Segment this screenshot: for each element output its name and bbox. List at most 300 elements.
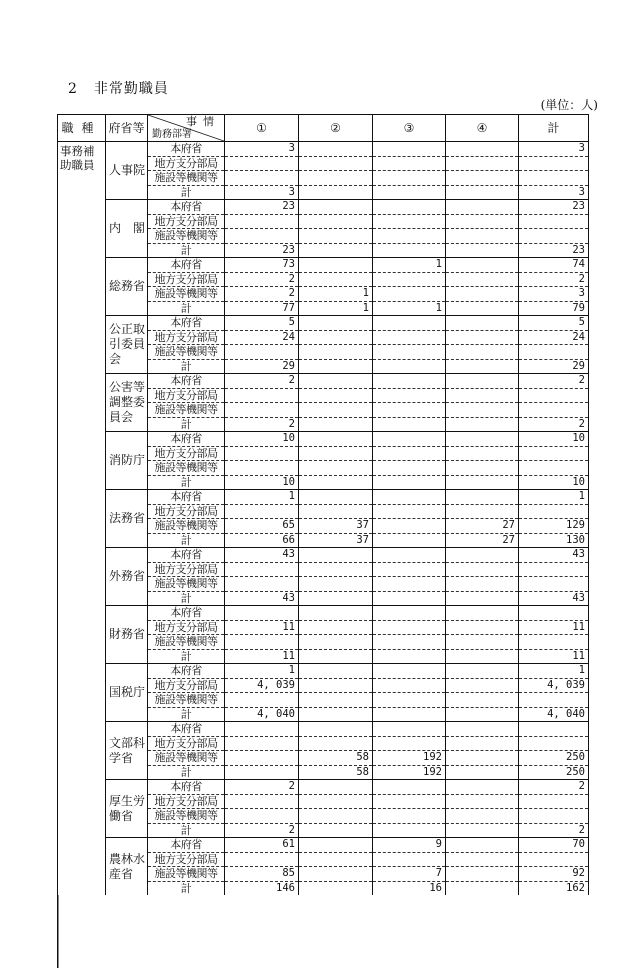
- value-cell: [373, 374, 446, 389]
- value-cell: [225, 388, 299, 403]
- header-col-3: ③: [373, 115, 446, 142]
- value-cell: [373, 272, 446, 287]
- department-label: 本府省: [148, 200, 225, 215]
- department-label: 本府省: [148, 490, 225, 505]
- ministry-name: 総務省: [106, 258, 148, 316]
- value-cell: [446, 678, 519, 693]
- value-cell: [446, 867, 519, 882]
- department-label: 地方支分部局: [148, 794, 225, 809]
- value-cell: [446, 780, 519, 795]
- value-cell: [446, 200, 519, 215]
- value-cell: [225, 606, 299, 621]
- department-label: 施設等機関等: [148, 229, 225, 244]
- value-cell: 27: [446, 519, 519, 534]
- value-cell: [225, 852, 299, 867]
- value-cell: [373, 533, 446, 548]
- staff-table: [57, 114, 589, 895]
- department-label: 計: [148, 359, 225, 374]
- department-label: 地方支分部局: [148, 156, 225, 171]
- value-cell: [446, 504, 519, 519]
- value-cell: [373, 461, 446, 476]
- value-cell: [373, 243, 446, 258]
- value-cell: [373, 591, 446, 606]
- ministry-name: 法務省: [106, 490, 148, 548]
- value-cell: [299, 345, 373, 360]
- total-cell: 162: [519, 881, 589, 895]
- department-label: 地方支分部局: [148, 736, 225, 751]
- department-label: 地方支分部局: [148, 214, 225, 229]
- value-cell: [446, 693, 519, 708]
- value-cell: [446, 374, 519, 389]
- table-row: [58, 490, 589, 505]
- value-cell: [446, 490, 519, 505]
- header-col-2: ②: [299, 115, 373, 142]
- value-cell: [299, 504, 373, 519]
- total-cell: [519, 722, 589, 737]
- total-cell: [519, 693, 589, 708]
- value-cell: [225, 403, 299, 418]
- department-label: 地方支分部局: [148, 562, 225, 577]
- value-cell: 5: [225, 316, 299, 331]
- value-cell: [446, 330, 519, 345]
- total-cell: [519, 388, 589, 403]
- total-cell: [519, 229, 589, 244]
- department-label: 本府省: [148, 432, 225, 447]
- value-cell: [225, 461, 299, 476]
- value-cell: 77: [225, 301, 299, 316]
- value-cell: [373, 142, 446, 157]
- value-cell: 37: [299, 533, 373, 548]
- ministry-name: 人事院: [106, 142, 148, 200]
- total-cell: [519, 736, 589, 751]
- department-label: 本府省: [148, 664, 225, 679]
- value-cell: [446, 736, 519, 751]
- value-cell: 10: [225, 432, 299, 447]
- department-label: 計: [148, 185, 225, 200]
- value-cell: [373, 707, 446, 722]
- total-cell: [519, 461, 589, 476]
- total-cell: 4, 040: [519, 707, 589, 722]
- value-cell: 23: [225, 243, 299, 258]
- value-cell: [446, 591, 519, 606]
- ministry-name: 内 閣: [106, 200, 148, 258]
- value-cell: [373, 171, 446, 186]
- value-cell: [225, 577, 299, 592]
- department-label: 本府省: [148, 780, 225, 795]
- value-cell: [446, 620, 519, 635]
- value-cell: [225, 345, 299, 360]
- value-cell: 4, 040: [225, 707, 299, 722]
- header-col-4: ④: [446, 115, 519, 142]
- value-cell: 66: [225, 533, 299, 548]
- value-cell: [446, 722, 519, 737]
- value-cell: [446, 359, 519, 374]
- value-cell: [446, 272, 519, 287]
- department-label: 地方支分部局: [148, 272, 225, 287]
- total-cell: [519, 852, 589, 867]
- department-label: 本府省: [148, 722, 225, 737]
- value-cell: 2: [225, 417, 299, 432]
- department-label: 本府省: [148, 374, 225, 389]
- total-cell: 11: [519, 620, 589, 635]
- ministry-name: 国税庁: [106, 664, 148, 722]
- value-cell: [446, 185, 519, 200]
- value-cell: [299, 446, 373, 461]
- value-cell: [373, 185, 446, 200]
- total-cell: [519, 446, 589, 461]
- department-label: 計: [148, 823, 225, 838]
- value-cell: [299, 823, 373, 838]
- department-label: 本府省: [148, 838, 225, 853]
- value-cell: 1: [225, 664, 299, 679]
- department-label: 本府省: [148, 142, 225, 157]
- department-label: 計: [148, 475, 225, 490]
- value-cell: [299, 852, 373, 867]
- total-cell: 24: [519, 330, 589, 345]
- ministry-name: 財務省: [106, 606, 148, 664]
- table-row: [58, 200, 589, 215]
- value-cell: 1: [373, 301, 446, 316]
- value-cell: [299, 649, 373, 664]
- value-cell: [446, 417, 519, 432]
- value-cell: [373, 693, 446, 708]
- value-cell: 85: [225, 867, 299, 882]
- total-cell: [519, 156, 589, 171]
- value-cell: 27: [446, 533, 519, 548]
- total-cell: 74: [519, 258, 589, 273]
- total-cell: 10: [519, 432, 589, 447]
- value-cell: [225, 446, 299, 461]
- total-cell: 92: [519, 867, 589, 882]
- header-kinmu-busho: 勤務部署: [152, 129, 192, 140]
- value-cell: [225, 693, 299, 708]
- value-cell: [373, 229, 446, 244]
- table-row: [58, 606, 589, 621]
- total-cell: 29: [519, 359, 589, 374]
- value-cell: 43: [225, 591, 299, 606]
- value-cell: 2: [225, 823, 299, 838]
- ministry-name: 外務省: [106, 548, 148, 606]
- total-cell: 4, 039: [519, 678, 589, 693]
- value-cell: [373, 156, 446, 171]
- value-cell: [225, 214, 299, 229]
- total-cell: 3: [519, 185, 589, 200]
- value-cell: [373, 548, 446, 563]
- value-cell: [225, 504, 299, 519]
- unit-label: (単位：人): [540, 98, 598, 112]
- value-cell: [225, 736, 299, 751]
- value-cell: [373, 446, 446, 461]
- value-cell: [299, 171, 373, 186]
- value-cell: [446, 229, 519, 244]
- value-cell: [446, 577, 519, 592]
- value-cell: [373, 475, 446, 490]
- department-label: 計: [148, 533, 225, 548]
- value-cell: [299, 461, 373, 476]
- total-cell: [519, 635, 589, 650]
- department-label: 地方支分部局: [148, 852, 225, 867]
- value-cell: [225, 765, 299, 780]
- department-label: 計: [148, 301, 225, 316]
- value-cell: [299, 156, 373, 171]
- value-cell: [299, 142, 373, 157]
- ministry-name: 消防庁: [106, 432, 148, 490]
- value-cell: [299, 635, 373, 650]
- total-cell: 43: [519, 548, 589, 563]
- total-cell: [519, 562, 589, 577]
- ministry-name: 厚生労働省: [106, 780, 148, 838]
- header-fushoto: 府省等: [106, 115, 148, 142]
- value-cell: [299, 490, 373, 505]
- value-cell: [299, 388, 373, 403]
- value-cell: [446, 852, 519, 867]
- value-cell: [225, 156, 299, 171]
- value-cell: 4, 039: [225, 678, 299, 693]
- value-cell: 11: [225, 620, 299, 635]
- total-cell: [519, 504, 589, 519]
- value-cell: 58: [299, 751, 373, 766]
- section-title: 非常勤職員: [93, 81, 169, 97]
- department-label: 施設等機関等: [148, 867, 225, 882]
- total-cell: 130: [519, 533, 589, 548]
- value-cell: [299, 359, 373, 374]
- value-cell: [446, 432, 519, 447]
- value-cell: [446, 751, 519, 766]
- value-cell: [446, 388, 519, 403]
- value-cell: 192: [373, 765, 446, 780]
- value-cell: 2: [225, 287, 299, 302]
- department-label: 計: [148, 417, 225, 432]
- total-cell: 3: [519, 287, 589, 302]
- total-cell: 10: [519, 475, 589, 490]
- value-cell: [299, 475, 373, 490]
- value-cell: [373, 606, 446, 621]
- value-cell: [299, 736, 373, 751]
- value-cell: [299, 809, 373, 824]
- department-label: 本府省: [148, 258, 225, 273]
- value-cell: [446, 707, 519, 722]
- header-shokushu: 職種: [58, 115, 106, 142]
- value-cell: [373, 823, 446, 838]
- header-diagonal-cell: [148, 115, 225, 142]
- value-cell: [446, 548, 519, 563]
- department-label: 施設等機関等: [148, 171, 225, 186]
- value-cell: [373, 432, 446, 447]
- value-cell: [373, 678, 446, 693]
- value-cell: [446, 345, 519, 360]
- total-cell: [519, 345, 589, 360]
- value-cell: [446, 649, 519, 664]
- value-cell: [373, 577, 446, 592]
- total-cell: 2: [519, 272, 589, 287]
- header-jijo: 事情: [186, 115, 220, 128]
- value-cell: [299, 722, 373, 737]
- value-cell: [299, 417, 373, 432]
- value-cell: 9: [373, 838, 446, 853]
- total-cell: 11: [519, 649, 589, 664]
- total-cell: 2: [519, 417, 589, 432]
- table-left-border: [57, 895, 60, 968]
- value-cell: [446, 809, 519, 824]
- value-cell: [446, 765, 519, 780]
- total-cell: [519, 214, 589, 229]
- ministry-name: 農林水産省: [106, 838, 148, 896]
- value-cell: [373, 403, 446, 418]
- department-label: 施設等機関等: [148, 403, 225, 418]
- value-cell: [299, 200, 373, 215]
- value-cell: [299, 185, 373, 200]
- department-label: 計: [148, 881, 225, 895]
- header-col-total: 計: [519, 115, 589, 142]
- total-cell: [519, 577, 589, 592]
- value-cell: 192: [373, 751, 446, 766]
- value-cell: [373, 345, 446, 360]
- value-cell: [373, 490, 446, 505]
- value-cell: 2: [225, 272, 299, 287]
- value-cell: [373, 359, 446, 374]
- value-cell: [225, 751, 299, 766]
- value-cell: [299, 838, 373, 853]
- total-cell: 2: [519, 374, 589, 389]
- value-cell: [299, 403, 373, 418]
- value-cell: [299, 316, 373, 331]
- total-cell: 129: [519, 519, 589, 534]
- department-label: 施設等機関等: [148, 693, 225, 708]
- value-cell: [446, 403, 519, 418]
- value-cell: [299, 374, 373, 389]
- value-cell: [446, 301, 519, 316]
- value-cell: [446, 214, 519, 229]
- value-cell: [373, 330, 446, 345]
- total-cell: [519, 171, 589, 186]
- table-row: [58, 780, 589, 795]
- value-cell: [373, 214, 446, 229]
- value-cell: [446, 461, 519, 476]
- total-cell: [519, 794, 589, 809]
- value-cell: [225, 171, 299, 186]
- value-cell: [299, 707, 373, 722]
- total-cell: [519, 606, 589, 621]
- total-cell: 1: [519, 664, 589, 679]
- value-cell: 29: [225, 359, 299, 374]
- department-label: 計: [148, 243, 225, 258]
- value-cell: [373, 635, 446, 650]
- value-cell: 1: [373, 258, 446, 273]
- ministry-name: 文部科学省: [106, 722, 148, 780]
- value-cell: [299, 794, 373, 809]
- department-label: 地方支分部局: [148, 678, 225, 693]
- total-cell: 2: [519, 823, 589, 838]
- value-cell: [373, 722, 446, 737]
- table-row: [58, 316, 589, 331]
- total-cell: 23: [519, 200, 589, 215]
- department-label: 計: [148, 591, 225, 606]
- value-cell: [446, 287, 519, 302]
- value-cell: [373, 620, 446, 635]
- department-label: 施設等機関等: [148, 751, 225, 766]
- department-label: 地方支分部局: [148, 330, 225, 345]
- value-cell: [373, 316, 446, 331]
- value-cell: [373, 736, 446, 751]
- value-cell: [225, 562, 299, 577]
- value-cell: [299, 664, 373, 679]
- value-cell: [373, 780, 446, 795]
- ministry-name: 公害等調整委員会: [106, 374, 148, 432]
- value-cell: 10: [225, 475, 299, 490]
- value-cell: [373, 519, 446, 534]
- value-cell: [299, 591, 373, 606]
- department-label: 計: [148, 649, 225, 664]
- value-cell: 37: [299, 519, 373, 534]
- value-cell: [299, 780, 373, 795]
- value-cell: 16: [373, 881, 446, 895]
- value-cell: [299, 548, 373, 563]
- value-cell: 2: [225, 374, 299, 389]
- value-cell: [446, 823, 519, 838]
- value-cell: 11: [225, 649, 299, 664]
- value-cell: [225, 229, 299, 244]
- value-cell: 7: [373, 867, 446, 882]
- value-cell: 3: [225, 185, 299, 200]
- total-cell: 2: [519, 780, 589, 795]
- total-cell: 250: [519, 751, 589, 766]
- value-cell: [299, 258, 373, 273]
- value-cell: 43: [225, 548, 299, 563]
- total-cell: [519, 403, 589, 418]
- value-cell: [373, 809, 446, 824]
- table-row: [58, 432, 589, 447]
- value-cell: [446, 794, 519, 809]
- value-cell: 3: [225, 142, 299, 157]
- value-cell: [299, 214, 373, 229]
- total-cell: 70: [519, 838, 589, 853]
- value-cell: [373, 504, 446, 519]
- value-cell: [373, 417, 446, 432]
- value-cell: [446, 475, 519, 490]
- department-label: 施設等機関等: [148, 635, 225, 650]
- value-cell: [446, 142, 519, 157]
- value-cell: [446, 635, 519, 650]
- value-cell: [446, 316, 519, 331]
- department-label: 地方支分部局: [148, 504, 225, 519]
- value-cell: [446, 562, 519, 577]
- department-label: 本府省: [148, 606, 225, 621]
- total-cell: [519, 809, 589, 824]
- value-cell: [299, 693, 373, 708]
- value-cell: [225, 635, 299, 650]
- value-cell: [299, 272, 373, 287]
- value-cell: 58: [299, 765, 373, 780]
- total-cell: 5: [519, 316, 589, 331]
- value-cell: [299, 229, 373, 244]
- value-cell: [225, 722, 299, 737]
- value-cell: [299, 867, 373, 882]
- value-cell: [446, 446, 519, 461]
- value-cell: [299, 606, 373, 621]
- ministry-name: 公正取引委員会: [106, 316, 148, 374]
- value-cell: [299, 243, 373, 258]
- table-header-row: [58, 115, 589, 142]
- section-number: 2: [68, 81, 78, 97]
- table-row: [58, 142, 589, 157]
- value-cell: 23: [225, 200, 299, 215]
- department-label: 施設等機関等: [148, 287, 225, 302]
- department-label: 計: [148, 765, 225, 780]
- department-label: 施設等機関等: [148, 519, 225, 534]
- value-cell: [446, 881, 519, 895]
- value-cell: [299, 562, 373, 577]
- value-cell: 61: [225, 838, 299, 853]
